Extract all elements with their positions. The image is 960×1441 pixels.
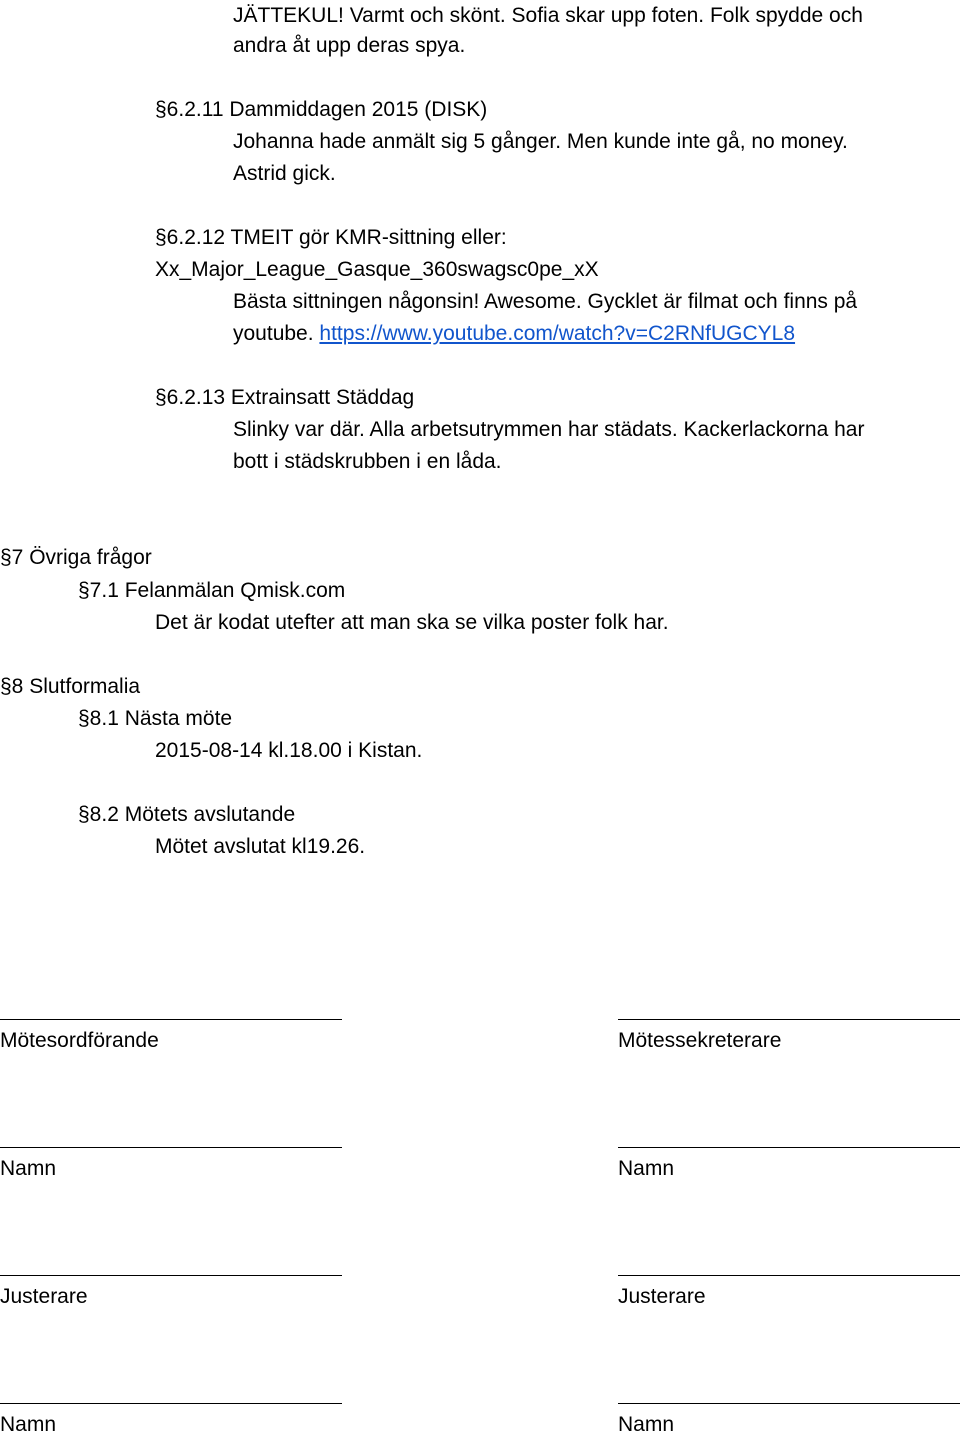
signature-line-adjuster-2-name	[618, 1403, 960, 1404]
signature-label-chair: Mötesordförande	[0, 1029, 159, 1052]
signature-line-secretary-name	[618, 1147, 960, 1148]
signature-label-adjuster-1: Justerare	[0, 1285, 88, 1308]
signature-label-secretary: Mötessekreterare	[618, 1029, 782, 1052]
signature-line-chair-name	[0, 1147, 342, 1148]
section-6-2-12-heading-cont: Xx_Major_League_Gasque_360swagsc0pe_xX	[155, 258, 599, 281]
section-7-heading: §7 Övriga frågor	[0, 546, 152, 569]
signature-line-adjuster-2	[618, 1275, 960, 1276]
signature-label-secretary-name: Namn	[618, 1157, 675, 1180]
youtube-link[interactable]: https://www.youtube.com/watch?v=C2RNfUGCYL8	[319, 322, 796, 345]
signature-line-chair	[0, 1019, 342, 1020]
section-7-1-heading: §7.1 Felanmälan Qmisk.com	[78, 579, 346, 602]
section-8-1-text: 2015-08-14 kl.18.00 i Kistan.	[155, 739, 423, 762]
section-6-2-10-text-line1: JÄTTEKUL! Varmt och skönt. Sofia skar upp foten. Folk spydde och	[233, 4, 863, 27]
signature-label-adjuster-1-name: Namn	[0, 1413, 57, 1436]
section-6-2-12-heading: §6.2.12 TMEIT gör KMR-sittning eller:	[155, 226, 507, 249]
signature-label-adjuster-2-name: Namn	[618, 1413, 675, 1436]
section-6-2-13-text-line1: Slinky var där. Alla arbetsutrymmen har städats. Kackerlackorna har	[233, 418, 865, 441]
section-6-2-13-heading: §6.2.13 Extrainsatt Städdag	[155, 386, 415, 409]
section-7-1-text: Det är kodat utefter att man ska se vilka poster folk har.	[155, 611, 669, 634]
section-8-1-heading: §8.1 Nästa möte	[78, 707, 233, 730]
signature-line-adjuster-1-name	[0, 1403, 342, 1404]
section-8-2-text: Mötet avslutat kl19.26.	[155, 835, 366, 858]
section-6-2-11-text-line1: Johanna hade anmält sig 5 gånger. Men kunde inte gå, no money.	[233, 130, 848, 153]
signature-label-chair-name: Namn	[0, 1157, 57, 1180]
section-8-heading: §8 Slutformalia	[0, 675, 141, 698]
section-6-2-13-text-line2: bott i städskrubben i en låda.	[233, 450, 502, 473]
section-6-2-11-heading: §6.2.11 Dammiddagen 2015 (DISK)	[155, 98, 488, 121]
section-8-2-heading: §8.2 Mötets avslutande	[78, 803, 296, 826]
section-6-2-12-youtube-prefix: youtube.	[233, 322, 314, 345]
signature-line-secretary	[618, 1019, 960, 1020]
signature-line-adjuster-1	[0, 1275, 342, 1276]
section-6-2-12-text-line2	[233, 318, 795, 350]
signature-label-adjuster-2: Justerare	[618, 1285, 706, 1308]
section-6-2-10-text-line2: andra åt upp deras spya.	[233, 34, 466, 57]
section-6-2-11-text-line2: Astrid gick.	[233, 162, 336, 185]
section-6-2-12-text-line1: Bästa sittningen någonsin! Awesome. Gycklet är filmat och finns på	[233, 290, 858, 313]
